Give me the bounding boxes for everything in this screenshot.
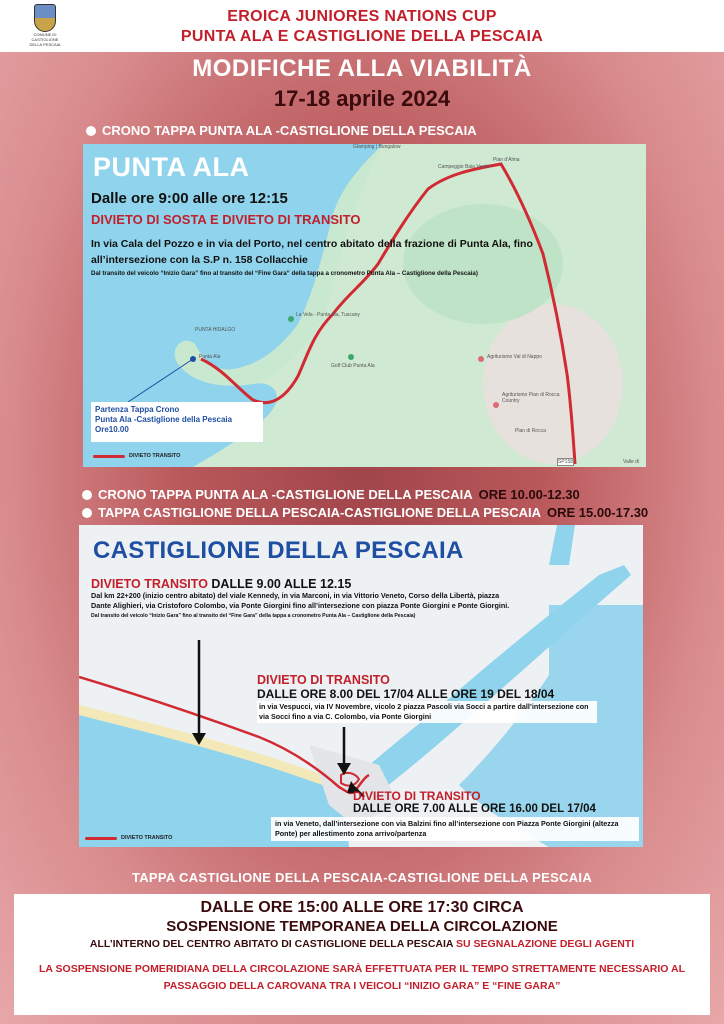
punta-ala-time: Dalle ore 9:00 alle ore 12:15 xyxy=(91,190,288,207)
section2-bullet2 xyxy=(82,505,648,520)
poi-agri2-icon xyxy=(493,402,499,408)
suspension-area-agents: SU SEGNALAZIONE DEGLI AGENTI xyxy=(453,938,635,950)
event-title: EROICA JUNIORES NATIONS CUP xyxy=(227,8,497,25)
castiglione-title: CASTIGLIONE DELLA PESCAIA xyxy=(93,537,464,564)
label-golf: Golf Club Punta Ala xyxy=(331,363,375,369)
bullet-icon xyxy=(82,508,92,518)
restriction-block-3 xyxy=(271,789,639,841)
header-bar xyxy=(0,0,724,52)
event-locations: PUNTA ALA E CASTIGLIONE DELLA PESCAIA xyxy=(180,28,544,45)
castiglione-map xyxy=(79,525,643,847)
label-punta-ala: Punta Ala xyxy=(199,354,221,360)
start-info-box xyxy=(91,402,263,442)
suspension-notice xyxy=(14,894,710,1015)
logo-text: COMUNE DI CASTIGLIONE DELLA PESCAIA xyxy=(29,32,61,47)
section2-time1: ORE 10.00-12.30 xyxy=(478,487,580,502)
b2-text: in via Vespucci, via IV Novembre, vicolo 2 piazza Pascoli via Socci a partire dall’intersezione con via Socci fino a via C. Colombo, via Ponte Giorgini xyxy=(257,701,597,723)
poi-vela-icon xyxy=(288,316,294,322)
label-la-vela: La Vela - Punta Ala, Tuscany xyxy=(296,312,360,318)
label-agriturismo-rocca: Agriturismo Pian di Rocca Country xyxy=(502,392,560,404)
b3-heading-red: DIVIETO DI TRANSITO xyxy=(353,789,481,803)
b1-heading-time: DALLE 9.00 ALLE 12.15 xyxy=(211,577,352,591)
bullet-icon xyxy=(86,126,96,136)
section2-bullet1 xyxy=(82,487,580,502)
bullet-icon xyxy=(82,490,92,500)
label-pian-alma: Pian d'Alma xyxy=(493,157,520,163)
label-agriturismo-nappo: Agriturismo Val di Nappo xyxy=(487,354,542,360)
start-line-2: Punta Ala -Castiglione della Pescaia xyxy=(95,415,233,424)
poi-golf-icon xyxy=(348,354,354,360)
start-line-3: Ore10.00 xyxy=(95,425,129,434)
punta-ala-description: In via Cala del Pozzo e in via del Porto, nel centro abitato della frazione di Punta Ala, fino all’intersezione con la S.P n. 158 Collacchie xyxy=(91,238,533,266)
punta-ala-note: Dal transito del veicolo “Inizio Gara” fino al transito del “Fine Gara” della tappa a cronometro Punta Ala – Castiglione della Pescaia) xyxy=(91,270,478,277)
label-valle: Valle di xyxy=(623,459,640,465)
b3-heading-time: DALLE ORE 7.00 ALLE ORE 16.00 DEL 17/04 xyxy=(353,803,596,815)
b2-heading-red: DIVIETO DI TRANSITO xyxy=(257,673,390,687)
label-punta-hidalgo: PUNTA HIDALGO xyxy=(195,327,236,333)
section2-time2: ORE 15.00-17.30 xyxy=(546,505,649,520)
suspension-title: SOSPENSIONE TEMPORANEA DELLA CIRCOLAZIONE xyxy=(166,918,558,935)
map2-legend-label: DIVIETO TRANSITO xyxy=(121,835,173,841)
suspension-area xyxy=(14,938,710,950)
suspension-time: DALLE ORE 15:00 ALLE ORE 17:30 CIRCA xyxy=(200,899,524,916)
event-dates: 17-18 aprile 2024 xyxy=(273,86,451,111)
suspension-detail: LA SOSPENSIONE POMERIDIANA DELLA CIRCOLAZIONE SARÀ EFFETTUATA PER IL TEMPO STRETTAMENTE NECESSARIO AL PASSAGGIO DELLA CAROVANA TRA I VEICOLI “INIZIO GARA” E “FINE GARA” xyxy=(39,963,685,992)
b2-heading-time: DALLE ORE 8.00 DEL 17/04 ALLE ORE 19 DEL 18/04 xyxy=(257,687,555,701)
tappa-heading: TAPPA CASTIGLIONE DELLA PESCAIA-CASTIGLIONE DELLA PESCAIA xyxy=(131,870,593,885)
map1-legend xyxy=(93,453,180,459)
route-swatch-icon xyxy=(93,455,125,458)
page-title: MODIFICHE ALLA VIABILITÀ xyxy=(192,55,532,82)
route-swatch-icon xyxy=(85,837,117,840)
label-sp158: SP158 xyxy=(558,459,574,465)
punta-ala-prohibition: DIVIETO DI SOSTA E DIVIETO DI TRANSITO xyxy=(91,212,361,227)
punta-ala-title: PUNTA ALA xyxy=(93,152,250,182)
b1-note: Dal transito del veicolo “Inizio Gara” fino al transito del “Fine Gara” della tappa a cronometro Punta Ala – Castiglione della Pescaia) xyxy=(91,613,416,619)
section1-bullet xyxy=(86,123,477,138)
restriction-block-1 xyxy=(91,577,521,619)
label-campeggio: Campeggio Baia Verde xyxy=(438,164,490,170)
section2-label1: CRONO TAPPA PUNTA ALA -CASTIGLIONE DELLA PESCAIA xyxy=(98,487,473,502)
punta-ala-map xyxy=(83,144,646,467)
suspension-area-main: ALL’INTERNO DEL CENTRO ABITATO DI CASTIGLIONE DELLA PESCAIA xyxy=(89,938,454,950)
label-glamping: Glamping | Bungalow xyxy=(353,144,401,150)
map1-legend-label: DIVIETO TRANSITO xyxy=(129,453,181,459)
start-line-1: Partenza Tappa Crono xyxy=(95,405,180,414)
section1-label: CRONO TAPPA PUNTA ALA -CASTIGLIONE DELLA PESCAIA xyxy=(102,123,477,138)
map2-legend xyxy=(85,835,172,841)
poi-agri1-icon xyxy=(478,356,484,362)
b3-text: in via Veneto, dall’intersezione con via Balzini fino all’intersezione con Piazza Ponte Giorgini (altezza Ponte) per allestimento zona arrivo/partenza xyxy=(271,817,639,841)
restriction-block-2 xyxy=(257,673,637,723)
label-plan-rocca: Plan di Rocca xyxy=(515,428,546,434)
b1-text: Dal km 22+200 (inizio centro abitato) del viale Kennedy, in via Marconi, in via Vittorio Veneto, Corso della Libertà, piazza Dante Alighieri, via Cristoforo Colombo, via Ponte Giorgini fino all’intersezione con piazza Ponte Giorgini e Ponte Giorgini. xyxy=(91,591,510,610)
b1-heading-red: DIVIETO TRANSITO xyxy=(91,577,208,591)
section2-label2: TAPPA CASTIGLIONE DELLA PESCAIA-CASTIGLIONE DELLA PESCAIA xyxy=(98,505,541,520)
